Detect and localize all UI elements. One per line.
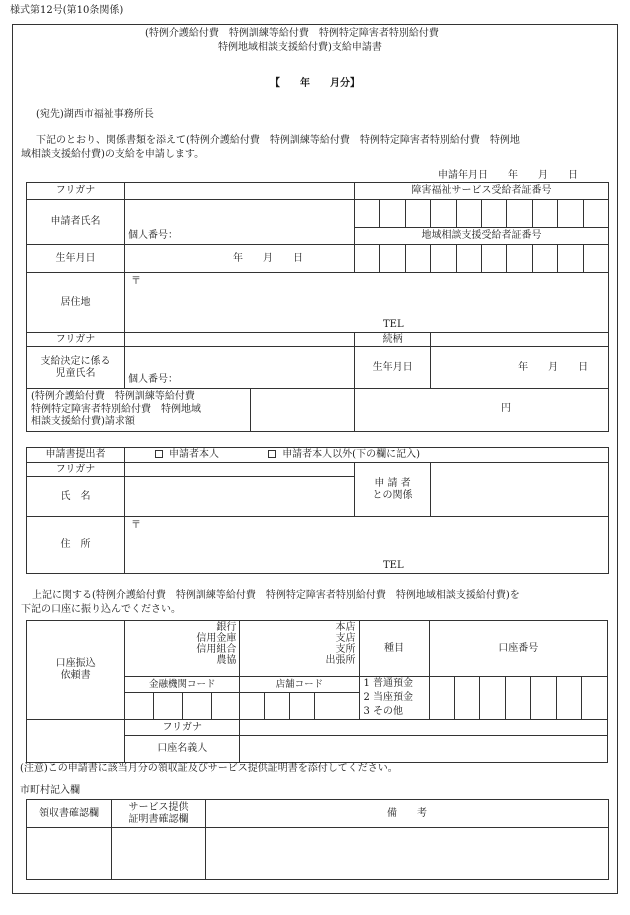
submitter-address-label: 住 所 (27, 517, 125, 574)
institution-code-digit[interactable] (125, 692, 154, 719)
service-check-line1: サービス提供 (128, 801, 189, 813)
applicant-furigana-input[interactable] (125, 183, 355, 200)
branch-code-spacer (315, 692, 359, 719)
intro-line1: 下記のとおり、関係書類を添えて(特例介護給付費 特例訓練等給付費 特例特定障害者特別給付費 特例地 (36, 135, 520, 146)
account-type-checking[interactable]: 2 当座預金 (363, 692, 414, 703)
branch-name-input[interactable] (240, 621, 359, 677)
postal-mark: 〒 (131, 520, 141, 531)
submitter-relation-line1: 申 請 者 (374, 477, 411, 489)
submitter-options (125, 448, 609, 463)
branch-code-digit[interactable] (290, 692, 315, 719)
bank-label-spacer (27, 720, 125, 763)
claim-row (27, 389, 355, 432)
branch-type-sub[interactable]: 支所 (335, 644, 356, 655)
recipient-cert-digit[interactable] (431, 200, 456, 228)
bank-type-kumiai[interactable]: 信用組合 (196, 644, 237, 655)
bank-label (27, 621, 125, 720)
account-number-digit[interactable] (556, 677, 581, 720)
receipt-check-input[interactable] (27, 828, 112, 880)
recipient-cert-digit[interactable] (532, 200, 557, 228)
account-type-other[interactable]: 3 その他 (363, 706, 404, 717)
recipient-cert-digit[interactable] (456, 200, 481, 228)
child-relation-input[interactable] (431, 333, 609, 347)
submitter-relation-input[interactable] (431, 463, 609, 517)
claim-label-line2: 特例特定障害者特別給付費 特例地域 (31, 403, 201, 415)
account-number-header: 口座番号 (429, 621, 607, 677)
child-name-label (27, 347, 125, 389)
child-furigana-label: フリガナ (27, 333, 125, 347)
claim-label (27, 389, 251, 431)
holder-furigana-label: フリガナ (125, 720, 240, 736)
postal-mark: 〒 (131, 276, 141, 287)
branch-type-office[interactable]: 出張所 (325, 655, 356, 666)
child-name-label-line1: 支給決定に係る (40, 355, 111, 367)
recipient-cert-digit[interactable] (507, 200, 532, 228)
submitter-relation-line2: との関係 (372, 489, 413, 501)
child-relation-label: 続柄 (355, 333, 431, 347)
regional-cert-digit[interactable] (481, 245, 506, 273)
applicant-name-input[interactable] (125, 200, 355, 245)
claim-unit: 円 (501, 403, 511, 414)
holder-furigana-input[interactable] (240, 720, 608, 736)
claim-amount-input[interactable] (355, 389, 609, 432)
note: (注意)この申請書に該当月分の領収証及びサービス提供証明書を添付してください。 (20, 763, 398, 774)
account-number-digit[interactable] (429, 677, 454, 720)
submitter-self-checkbox[interactable] (155, 449, 219, 460)
addressee: (宛先)湖西市福祉事務所長 (36, 109, 154, 120)
remarks-label: 備 考 (206, 800, 609, 828)
regional-cert-digit[interactable] (507, 245, 532, 273)
branch-code-digit[interactable] (240, 692, 265, 719)
institution-code-digit[interactable] (211, 692, 240, 719)
regional-cert-digit[interactable] (380, 245, 405, 273)
month-field[interactable]: 【 年 月分】 (270, 78, 360, 89)
submitter-address-input[interactable] (125, 517, 609, 574)
bank-type-shinkin[interactable]: 信用金庫 (196, 633, 237, 644)
receipt-check-label: 領収書確認欄 (27, 800, 112, 828)
applicant-furigana-label: フリガナ (27, 183, 125, 200)
recipient-cert-digit[interactable] (355, 200, 380, 228)
regional-cert-digit[interactable] (456, 245, 481, 273)
submitter-self-label: 申請者本人 (169, 449, 219, 460)
recipient-cert-digit[interactable] (583, 200, 609, 228)
checkbox-icon (155, 450, 163, 458)
claim-label-line1: (特例介護給付費 特例訓練等給付費 (31, 391, 195, 402)
remarks-input[interactable] (206, 828, 609, 880)
child-name-label-line2: 児童氏名 (55, 367, 96, 379)
application-date[interactable]: 申請年月日 年 月 日 (438, 170, 578, 181)
service-check-input[interactable] (112, 828, 206, 880)
account-number-digit[interactable] (480, 677, 505, 720)
account-type-ordinary[interactable]: 1 普通預金 (363, 678, 414, 689)
claim-label-line3: 相談支援給付費)請求額 (31, 416, 135, 427)
child-name-input[interactable] (125, 347, 355, 389)
submitter-label: 申請書提出者 (27, 448, 125, 463)
service-check-label (112, 800, 206, 828)
applicant-table (26, 182, 609, 432)
recipient-cert-digit[interactable] (558, 200, 583, 228)
submitter-tel-label: TEL (383, 559, 404, 571)
child-furigana-input[interactable] (125, 333, 355, 347)
account-number-digit[interactable] (505, 677, 530, 720)
submitter-name-input[interactable] (125, 477, 355, 517)
account-type-header: 種目 (359, 621, 429, 677)
regional-cert-digit[interactable] (431, 245, 456, 273)
regional-cert-digit[interactable] (405, 245, 430, 273)
form-title-line1: (特例介護給付費 特例訓練等給付費 特例特定障害者特別給付費 (145, 28, 439, 39)
claim-amount-input-left[interactable] (251, 389, 354, 431)
submitter-other-label: 申請者本人以外(下の欄に記入) (282, 449, 420, 460)
transfer-text-line1: 上記に関する(特例介護給付費 特例訓練等給付費 特例特定障害者特別給付費 特例地域相談支援給付費)を (32, 590, 520, 601)
applicant-address-input[interactable] (125, 273, 609, 333)
form-title-line2: 特例地域相談支援給付費)支給申請書 (218, 42, 382, 53)
recipient-cert-label: 障害福祉サービス受給者証番号 (355, 183, 609, 200)
branch-type-head[interactable]: 本店 (335, 622, 356, 633)
intro-line2: 域相談支援給付費)の支給を申請します。 (21, 149, 205, 160)
holder-label: 口座名義人 (125, 736, 240, 763)
branch-code-label: 店舗コード (240, 677, 359, 693)
applicant-name-label: 申請者氏名 (27, 200, 125, 245)
branch-code-digit[interactable] (265, 692, 290, 719)
bank-label-line1: 口座振込 (55, 658, 96, 669)
service-check-line2: 証明書確認欄 (128, 813, 189, 825)
holder-input[interactable] (240, 736, 608, 763)
submitter-relation-label (355, 463, 431, 517)
applicant-tel-label: TEL (383, 318, 404, 330)
bank-name-input[interactable] (125, 621, 240, 677)
account-number-digit[interactable] (531, 677, 556, 720)
submitter-furigana-label: フリガナ (27, 463, 125, 477)
regional-cert-digit[interactable] (355, 245, 380, 273)
institution-code-label: 金融機関コード (125, 677, 240, 693)
submitter-other-checkbox[interactable] (268, 449, 420, 460)
bank-type-nokyo[interactable]: 農協 (216, 655, 237, 666)
regional-cert-digit[interactable] (558, 245, 583, 273)
bank-table (26, 620, 608, 763)
applicant-address-label: 居住地 (27, 273, 125, 333)
institution-code-digit[interactable] (153, 692, 182, 719)
account-types[interactable] (359, 677, 429, 720)
bank-type-bank[interactable]: 銀行 (216, 622, 237, 633)
submitter-furigana-input[interactable] (125, 463, 355, 477)
recipient-cert-digit[interactable] (481, 200, 506, 228)
account-number-digit[interactable] (455, 677, 480, 720)
municipal-section-title: 市町村記入欄 (20, 785, 80, 796)
checkbox-icon (268, 450, 276, 458)
applicant-personal-number-label: 個人番号： (128, 230, 178, 241)
submitter-table (26, 447, 609, 574)
recipient-cert-digit[interactable] (380, 200, 405, 228)
child-birthdate-label: 生年月日 (355, 347, 431, 389)
recipient-cert-digit[interactable] (405, 200, 430, 228)
child-personal-number-label: 個人番号： (128, 374, 178, 385)
regional-cert-digit[interactable] (583, 245, 609, 273)
branch-type-branch[interactable]: 支店 (335, 633, 356, 644)
child-birthdate-input[interactable]: 年 月 日 (431, 347, 609, 389)
form-number: 様式第12号(第10条関係) (10, 5, 124, 16)
institution-code-digit[interactable] (182, 692, 211, 719)
municipal-table (26, 799, 609, 880)
bank-label-line2: 依頼書 (60, 670, 91, 681)
account-number-digit[interactable] (582, 677, 608, 720)
regional-cert-label: 地域相談支援受給者証番号 (355, 228, 609, 245)
applicant-birthdate-input[interactable]: 年 月 日 (125, 245, 355, 273)
submitter-name-label: 氏 名 (27, 477, 125, 517)
transfer-text-line2: 下記の口座に振り込んでください。 (21, 604, 181, 615)
regional-cert-digit[interactable] (532, 245, 557, 273)
applicant-birthdate-label: 生年月日 (27, 245, 125, 273)
